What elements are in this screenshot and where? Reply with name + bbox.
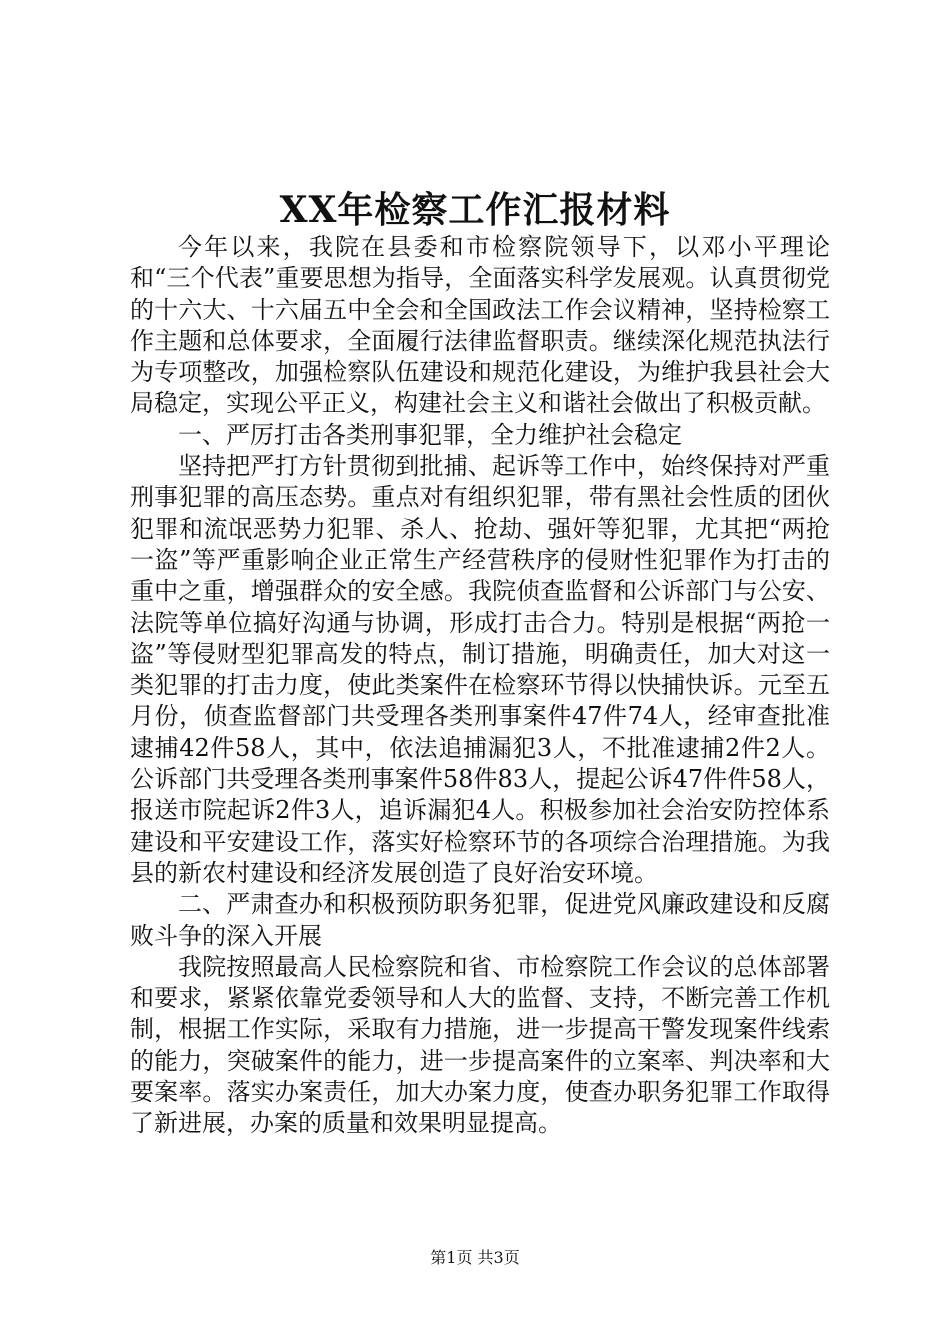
page-number-footer: 第1页 共3页 [430, 1248, 520, 1267]
intro-paragraph: 今年以来，我院在县委和市检察院领导下，以邓小平理论和“三个代表”重要思想为指导，全面落实科学发展观。认真贯彻党的十六大、十六届五中全会和全国政法工作会议精神，坚持检察工作主题和总体要求，全面履行法律监督职责。继续深化规范执法行为专项整改，加强检察队伍建设和规范化建设，为维护我县社会大局稳定，实现公平正义，构建社会主义和谐社会做出了积极贡献。 [130, 233, 830, 418]
section-heading-2: 二、严肃查办和积极预防职务犯罪，促进党风廉政建设和反腐败斗争的深入开展 [130, 890, 830, 950]
section-1-paragraph: 坚持把严打方针贯彻到批捕、起诉等工作中，始终保持对严重刑事犯罪的高压态势。重点对有组织犯罪，带有黑社会性质的团伙犯罪和流氓恶势力犯罪、杀人、抢劫、强奸等犯罪，尤其把“两抢一盗”等严重影响企业正常生产经营秩序的侵财性犯罪作为打击的重中之重，增强群众的安全感。我院侦查监督和公诉部门与公安、法院等单位搞好沟通与协调，形成打击合力。特别是根据“两抢一盗”等侵财型犯罪高发的特点，制订措施，明确责任，加大对这一类犯罪的打击力度，使此类案件在检察环节得以快捕快诉。元至五月份，侦查监督部门共受理各类刑事案件47件74人，经审查批准逮捕42件58人，其中，依法追捕漏犯3人，不批准逮捕2件2人。公诉部门共受理各类刑事案件58件83人，提起公诉47件件58人，报送市院起诉2件3人，追诉漏犯4人。积极参加社会治安防控体系建设和平安建设工作，落实好检察环节的各项综合治理措施。为我县的新农村建设和经济发展创造了良好治安环境。 [130, 452, 830, 887]
section-heading-1: 一、严厉打击各类刑事犯罪，全力维护社会稳定 [178, 420, 682, 449]
document-body [130, 232, 830, 1140]
document-title: XX年检察工作汇报材料 [279, 189, 671, 231]
section-2-paragraph: 我院按照最高人民检察院和省、市检察院工作会议的总体部署和要求，紧紧依靠党委领导和人大的监督、支持，不断完善工作机制，根据工作实际，采取有力措施，进一步提高干警发现案件线索的能力，突破案件的能力，进一步提高案件的立案率、判决率和大要案率。落实办案责任，加大办案力度，使查办职务犯罪工作取得了新进展，办案的质量和效果明显提高。 [130, 952, 830, 1138]
